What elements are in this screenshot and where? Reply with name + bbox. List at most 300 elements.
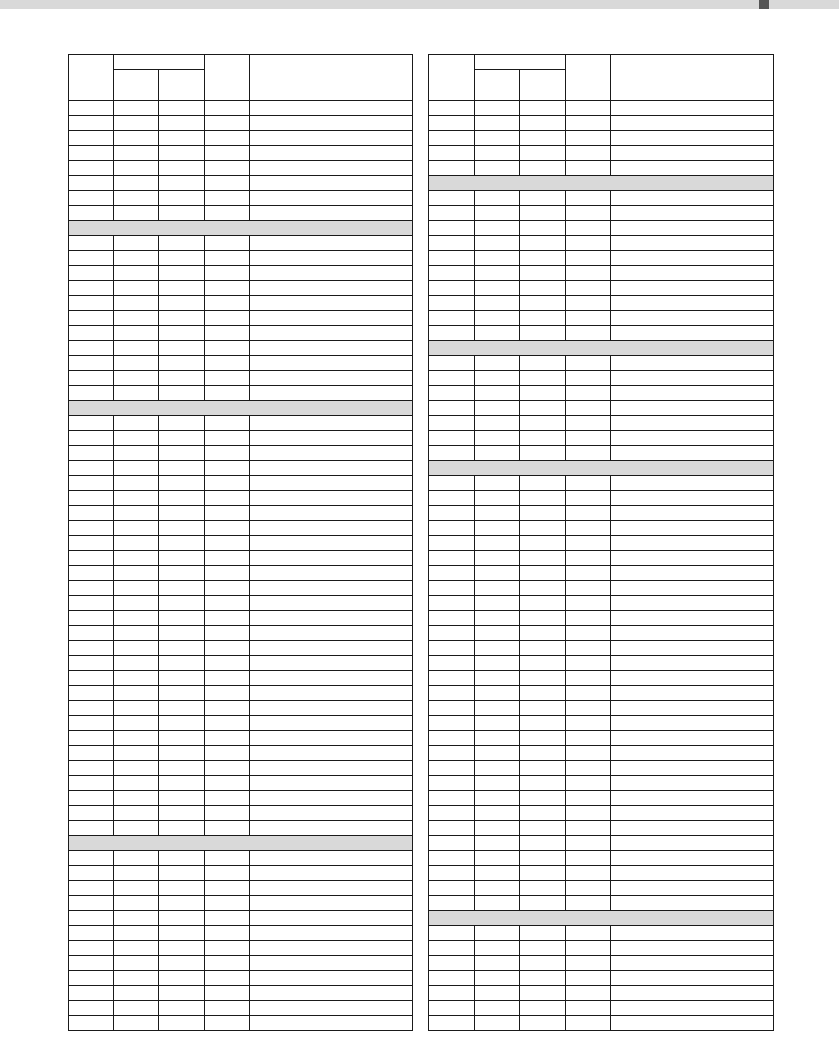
- table-cell: [114, 461, 159, 476]
- table-row: [429, 836, 774, 851]
- table-cell: [250, 761, 413, 776]
- table-cell: [159, 941, 205, 956]
- table-row: [69, 776, 413, 791]
- table-cell: [429, 821, 475, 836]
- table-row: [69, 806, 413, 821]
- table-cell: [611, 146, 774, 161]
- table-cell: [475, 611, 520, 626]
- table-cell: [114, 416, 159, 431]
- table-cell: [475, 491, 520, 506]
- table-cell: [429, 806, 475, 821]
- table-cell: [566, 251, 611, 266]
- table-cell: [475, 416, 520, 431]
- table-cell: [250, 641, 413, 656]
- table-cell: [250, 536, 413, 551]
- table-cell: [566, 446, 611, 461]
- table-cell: [250, 326, 413, 341]
- top-bar-tab: [759, 0, 769, 9]
- table-row: [69, 131, 413, 146]
- table-row: [69, 461, 413, 476]
- table-cell: [566, 491, 611, 506]
- table-cell: [611, 536, 774, 551]
- table-cell: [159, 176, 205, 191]
- table-cell: [159, 671, 205, 686]
- table-cell: [611, 941, 774, 956]
- table-cell: [566, 161, 611, 176]
- table-cell: [429, 401, 475, 416]
- table-row: [69, 476, 413, 491]
- table-cell: [250, 281, 413, 296]
- table-cell: [566, 1016, 611, 1031]
- table-cell: [429, 896, 475, 911]
- table-cell: [69, 791, 114, 806]
- table-cell: [114, 971, 159, 986]
- table-cell: [520, 926, 566, 941]
- header-cell: [566, 55, 611, 101]
- table-row: [429, 566, 774, 581]
- table-cell: [429, 1016, 475, 1031]
- table-cell: [69, 506, 114, 521]
- table-row: [69, 611, 413, 626]
- table-cell: [114, 866, 159, 881]
- table-cell: [159, 296, 205, 311]
- table-row: [69, 536, 413, 551]
- table-cell: [520, 161, 566, 176]
- table-cell: [69, 386, 114, 401]
- table-cell: [159, 371, 205, 386]
- table-row: [429, 896, 774, 911]
- table-cell: [114, 476, 159, 491]
- table-row: [429, 476, 774, 491]
- table-cell: [611, 821, 774, 836]
- table-row: [429, 656, 774, 671]
- table-cell: [566, 551, 611, 566]
- table-cell: [114, 686, 159, 701]
- table-cell: [205, 251, 250, 266]
- table-cell: [566, 611, 611, 626]
- table-cell: [566, 281, 611, 296]
- table-cell: [520, 266, 566, 281]
- table-cell: [250, 386, 413, 401]
- section-separator-cell: [69, 836, 413, 851]
- table-cell: [429, 131, 475, 146]
- table-cell: [69, 131, 114, 146]
- table-cell: [566, 431, 611, 446]
- table-row: [429, 851, 774, 866]
- table-row: [429, 761, 774, 776]
- table-cell: [611, 611, 774, 626]
- table-cell: [205, 131, 250, 146]
- table-cell: [429, 161, 475, 176]
- table-cell: [520, 896, 566, 911]
- table-cell: [611, 191, 774, 206]
- table-cell: [475, 476, 520, 491]
- table-cell: [566, 791, 611, 806]
- table-cell: [611, 356, 774, 371]
- table-cell: [114, 986, 159, 1001]
- header-cell: [69, 55, 114, 101]
- table-cell: [429, 791, 475, 806]
- table-cell: [250, 266, 413, 281]
- table-cell: [475, 881, 520, 896]
- table-row: [429, 881, 774, 896]
- table-cell: [69, 251, 114, 266]
- table-cell: [520, 101, 566, 116]
- table-cell: [429, 746, 475, 761]
- table-row: [69, 746, 413, 761]
- table-cell: [250, 806, 413, 821]
- table-cell: [611, 641, 774, 656]
- table-cell: [250, 296, 413, 311]
- table-cell: [475, 1001, 520, 1016]
- table-cell: [429, 671, 475, 686]
- table-row: [69, 431, 413, 446]
- table-cell: [69, 821, 114, 836]
- table-cell: [520, 206, 566, 221]
- table-cell: [250, 566, 413, 581]
- table-cell: [611, 491, 774, 506]
- table-cell: [69, 431, 114, 446]
- table-cell: [250, 431, 413, 446]
- table-cell: [114, 251, 159, 266]
- table-cell: [611, 416, 774, 431]
- table-cell: [159, 131, 205, 146]
- table-cell: [250, 791, 413, 806]
- table-cell: [250, 671, 413, 686]
- table-cell: [429, 296, 475, 311]
- table-cell: [205, 161, 250, 176]
- table-cell: [250, 176, 413, 191]
- table-cell: [475, 206, 520, 221]
- table-cell: [250, 116, 413, 131]
- table-cell: [429, 836, 475, 851]
- table-row: [69, 1001, 413, 1016]
- top-bar: [0, 0, 839, 9]
- table-cell: [69, 176, 114, 191]
- table-cell: [566, 701, 611, 716]
- table-cell: [114, 431, 159, 446]
- table-cell: [611, 446, 774, 461]
- table-cell: [611, 521, 774, 536]
- table-row: [429, 791, 774, 806]
- table-cell: [250, 251, 413, 266]
- table-cell: [566, 716, 611, 731]
- table-cell: [520, 716, 566, 731]
- table-cell: [205, 701, 250, 716]
- table-cell: [205, 506, 250, 521]
- table-cell: [475, 866, 520, 881]
- table-cell: [205, 356, 250, 371]
- table-cell: [611, 716, 774, 731]
- table-cell: [114, 371, 159, 386]
- table-cell: [69, 761, 114, 776]
- table-cell: [159, 461, 205, 476]
- table-cell: [566, 191, 611, 206]
- table-cell: [475, 941, 520, 956]
- table-cell: [205, 821, 250, 836]
- table-row: [69, 281, 413, 296]
- table-cell: [566, 986, 611, 1001]
- table-row: [429, 161, 774, 176]
- table-cell: [611, 551, 774, 566]
- table-cell: [250, 821, 413, 836]
- table-cell: [566, 1001, 611, 1016]
- table-row: [69, 656, 413, 671]
- table-cell: [159, 551, 205, 566]
- table-row: [69, 911, 413, 926]
- table-cell: [205, 596, 250, 611]
- table-row: [429, 131, 774, 146]
- table-cell: [205, 686, 250, 701]
- table-cell: [159, 341, 205, 356]
- table-cell: [611, 791, 774, 806]
- table-row: [429, 311, 774, 326]
- table-cell: [429, 536, 475, 551]
- table-cell: [205, 386, 250, 401]
- table-cell: [611, 251, 774, 266]
- table-cell: [429, 371, 475, 386]
- table-cell: [159, 641, 205, 656]
- table-cell: [205, 896, 250, 911]
- table-cell: [475, 806, 520, 821]
- table-cell: [159, 731, 205, 746]
- table-row: [429, 371, 774, 386]
- table-cell: [114, 806, 159, 821]
- table-row: [429, 971, 774, 986]
- table-row: [429, 206, 774, 221]
- table-cell: [205, 986, 250, 1001]
- table-cell: [611, 431, 774, 446]
- table-cell: [205, 746, 250, 761]
- table-cell: [205, 326, 250, 341]
- table-cell: [429, 716, 475, 731]
- section-separator-cell: [69, 401, 413, 416]
- table-cell: [205, 1016, 250, 1031]
- table-cell: [611, 311, 774, 326]
- table-cell: [114, 731, 159, 746]
- header-group-cell: [475, 55, 566, 70]
- table-cell: [205, 371, 250, 386]
- table-cell: [566, 536, 611, 551]
- table-cell: [566, 761, 611, 776]
- table-cell: [114, 671, 159, 686]
- table-cell: [566, 926, 611, 941]
- table-cell: [566, 821, 611, 836]
- table-cell: [69, 971, 114, 986]
- table-cell: [475, 851, 520, 866]
- table-cell: [159, 206, 205, 221]
- table-cell: [566, 401, 611, 416]
- table-cell: [611, 836, 774, 851]
- table-cell: [611, 206, 774, 221]
- table-row: [69, 581, 413, 596]
- table-row: [429, 731, 774, 746]
- table-cell: [114, 791, 159, 806]
- table-cell: [159, 956, 205, 971]
- table-cell: [205, 566, 250, 581]
- table-row: [429, 146, 774, 161]
- table-row: [69, 326, 413, 341]
- table-cell: [69, 101, 114, 116]
- table-cell: [611, 296, 774, 311]
- table-cell: [114, 716, 159, 731]
- table-cell: [205, 806, 250, 821]
- table-cell: [250, 521, 413, 536]
- table-cell: [566, 656, 611, 671]
- table-cell: [566, 731, 611, 746]
- table-row: [429, 491, 774, 506]
- table-cell: [114, 611, 159, 626]
- table-cell: [114, 911, 159, 926]
- table-cell: [69, 341, 114, 356]
- table-cell: [159, 926, 205, 941]
- table-cell: [114, 491, 159, 506]
- table-cell: [69, 641, 114, 656]
- table-cell: [611, 131, 774, 146]
- table-cell: [114, 956, 159, 971]
- table-row: [69, 821, 413, 836]
- table-cell: [520, 401, 566, 416]
- table-cell: [205, 176, 250, 191]
- table-cell: [566, 521, 611, 536]
- table-cell: [475, 731, 520, 746]
- table-cell: [429, 656, 475, 671]
- table-cell: [475, 746, 520, 761]
- table-cell: [475, 626, 520, 641]
- table-cell: [205, 971, 250, 986]
- table-row: [429, 986, 774, 1001]
- table-cell: [520, 731, 566, 746]
- table-row: [69, 446, 413, 461]
- table-cell: [566, 101, 611, 116]
- table-cell: [520, 626, 566, 641]
- table-cell: [159, 566, 205, 581]
- table-cell: [566, 671, 611, 686]
- table-cell: [520, 521, 566, 536]
- table-cell: [520, 251, 566, 266]
- table-row: [69, 881, 413, 896]
- table-cell: [429, 326, 475, 341]
- table-cell: [520, 641, 566, 656]
- table-row: [429, 581, 774, 596]
- table-cell: [611, 596, 774, 611]
- table-cell: [69, 206, 114, 221]
- table-cell: [250, 686, 413, 701]
- table-cell: [429, 626, 475, 641]
- table-cell: [114, 311, 159, 326]
- table-cell: [114, 626, 159, 641]
- table-row: [69, 521, 413, 536]
- table-cell: [429, 971, 475, 986]
- table-cell: [205, 581, 250, 596]
- table-cell: [520, 146, 566, 161]
- table-row: [429, 611, 774, 626]
- table-row: [69, 851, 413, 866]
- table-cell: [475, 221, 520, 236]
- table-cell: [520, 671, 566, 686]
- table-row: [429, 521, 774, 536]
- table-cell: [205, 311, 250, 326]
- table-cell: [205, 476, 250, 491]
- table-cell: [566, 266, 611, 281]
- table-cell: [250, 881, 413, 896]
- header-cell: [429, 55, 475, 101]
- table-cell: [69, 776, 114, 791]
- table-cell: [69, 551, 114, 566]
- table-cell: [114, 821, 159, 836]
- table-cell: [475, 371, 520, 386]
- table-cell: [114, 356, 159, 371]
- table-cell: [159, 1001, 205, 1016]
- table-cell: [611, 326, 774, 341]
- table-cell: [250, 971, 413, 986]
- table-cell: [611, 686, 774, 701]
- table-cell: [250, 506, 413, 521]
- table-cell: [69, 866, 114, 881]
- table-cell: [250, 416, 413, 431]
- table-cell: [114, 281, 159, 296]
- table-row: [69, 1016, 413, 1031]
- table-cell: [520, 1016, 566, 1031]
- table-cell: [250, 911, 413, 926]
- table-cell: [114, 146, 159, 161]
- table-cell: [159, 1016, 205, 1031]
- table-row: [69, 341, 413, 356]
- table-row: [69, 236, 413, 251]
- table-cell: [520, 116, 566, 131]
- table-cell: [475, 596, 520, 611]
- table-cell: [475, 146, 520, 161]
- table-cell: [250, 851, 413, 866]
- table-cell: [205, 266, 250, 281]
- table-cell: [205, 851, 250, 866]
- table-cell: [69, 851, 114, 866]
- table-cell: [69, 716, 114, 731]
- table-cell: [205, 641, 250, 656]
- table-cell: [611, 971, 774, 986]
- section-separator-row: [429, 461, 774, 476]
- table-cell: [250, 656, 413, 671]
- table-cell: [475, 1016, 520, 1031]
- table-cell: [429, 596, 475, 611]
- table-cell: [566, 641, 611, 656]
- table-row: [69, 926, 413, 941]
- table-row: [69, 311, 413, 326]
- table-cell: [475, 971, 520, 986]
- table-cell: [159, 506, 205, 521]
- header-subcell: [520, 70, 566, 101]
- table-cell: [566, 311, 611, 326]
- table-cell: [475, 926, 520, 941]
- table-cell: [114, 116, 159, 131]
- table-cell: [159, 146, 205, 161]
- table-cell: [429, 761, 475, 776]
- table-cell: [520, 356, 566, 371]
- table-cell: [159, 851, 205, 866]
- table-cell: [475, 506, 520, 521]
- table-cell: [114, 191, 159, 206]
- table-cell: [429, 641, 475, 656]
- table-cell: [114, 776, 159, 791]
- table-cell: [114, 506, 159, 521]
- table-row: [69, 296, 413, 311]
- table-row: [429, 956, 774, 971]
- table-cell: [250, 581, 413, 596]
- table-cell: [520, 851, 566, 866]
- table-cell: [159, 626, 205, 641]
- table-cell: [159, 251, 205, 266]
- table-cell: [429, 581, 475, 596]
